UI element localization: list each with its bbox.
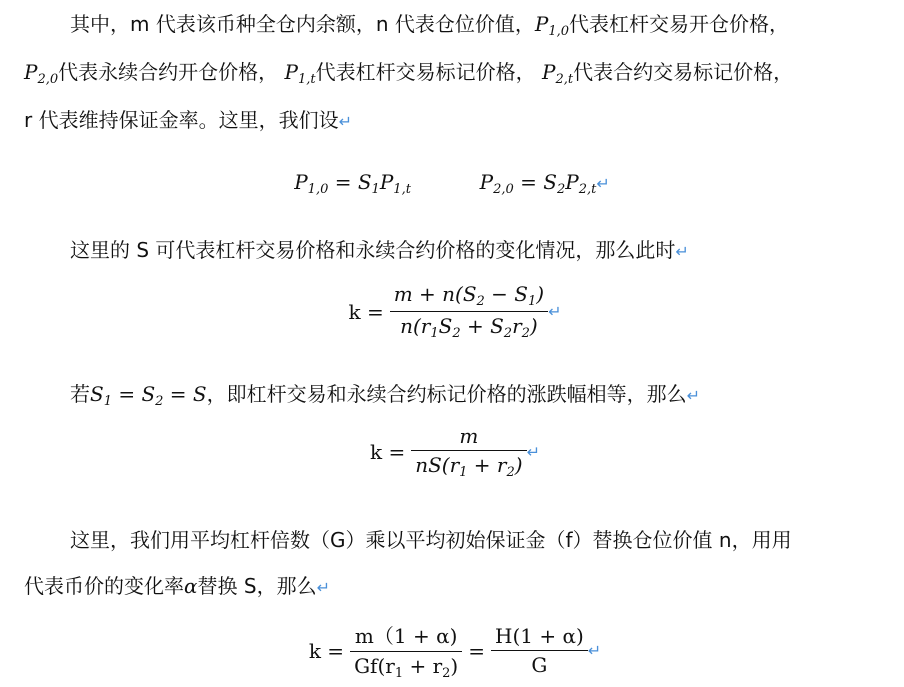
para1-line2-text-b: 代表杠杆交易标记价格， [315,60,536,84]
para1-line2 [24,56,793,87]
para1-line1-text-a: 其中，m 代表该币种全仓内余额，n 代表仓位价值， [70,12,535,36]
symbol-p2t: $P_{2,t}$ [541,60,574,87]
symbol-alpha: α [184,574,198,598]
para1-line2-text-c: 代表合约交易标记价格， [573,60,794,84]
para4-line1-text: 这里，我们用平均杠杆倍数（G）乘以平均初始保证金（f）替换仓位价值 n，用用 [70,528,792,552]
para1-line2-text-a: 代表永续合约开仓价格， [58,60,279,84]
para1-line3 [24,104,352,133]
equation-3: k = $\frac{m}{nS(r_1 + r_2)}$ ↵ [369,424,540,480]
return-mark-icon: ↵ [316,578,330,597]
equation-4: k = $\frac{m(1 + \alpha)}{Gf(r_1 + r_2)}$ = $\frac{H(1 + \alpha)}{G}$ ↵ [0,620,904,681]
return-mark-icon: ↵ [587,641,602,660]
symbol-p20: $P_{2,0}$ [24,60,59,87]
para4-line2 [24,570,330,599]
symbol-p10: $P_{1,0}$ [534,12,570,39]
para3-pre: 若 [70,382,90,406]
equation-2: k = $\frac{m + n(S_2 - S_1)}{n(r_1S_2 + S_2r_2)}$ ↵ [348,282,562,341]
return-mark-icon: ↵ [675,242,689,261]
para1-line1-text-b: 代表杠杆交易开仓价格， [569,12,790,36]
return-mark-icon: ↵ [548,302,562,321]
para2-text: 这里的 S 可代表杠杆交易价格和永续合约价格的变化情况，那么此时 [70,238,676,262]
para1-line3-text: r 代表维持保证金率。这里，我们设 [24,108,339,132]
condition-s1-s2-s: $S_1 = S_2 = S$ [90,382,207,409]
para4-line1 [70,524,792,553]
return-mark-icon: ↵ [686,386,701,405]
return-mark-icon: ↵ [526,442,540,462]
return-mark-icon: ↵ [596,174,610,193]
para3 [70,378,700,409]
symbol-p1t: $P_{1,t}$ [284,60,316,87]
para4-line2-text-b: 替换 S，那么 [197,574,317,598]
return-mark-icon: ↵ [338,112,352,131]
equation-1: $P_{1,0} = S_1P_{1,t}$ $P_{2,0}$ = $S_2P_{2,t}↵$ [294,170,610,197]
para3-post: ，即杠杆交易和永续合约标记价格的涨跌幅相等，那么 [206,382,687,406]
para4-line2-text-a: 代表币价的变化率 [24,574,184,598]
para2 [70,234,689,263]
para1-line1 [70,8,789,39]
